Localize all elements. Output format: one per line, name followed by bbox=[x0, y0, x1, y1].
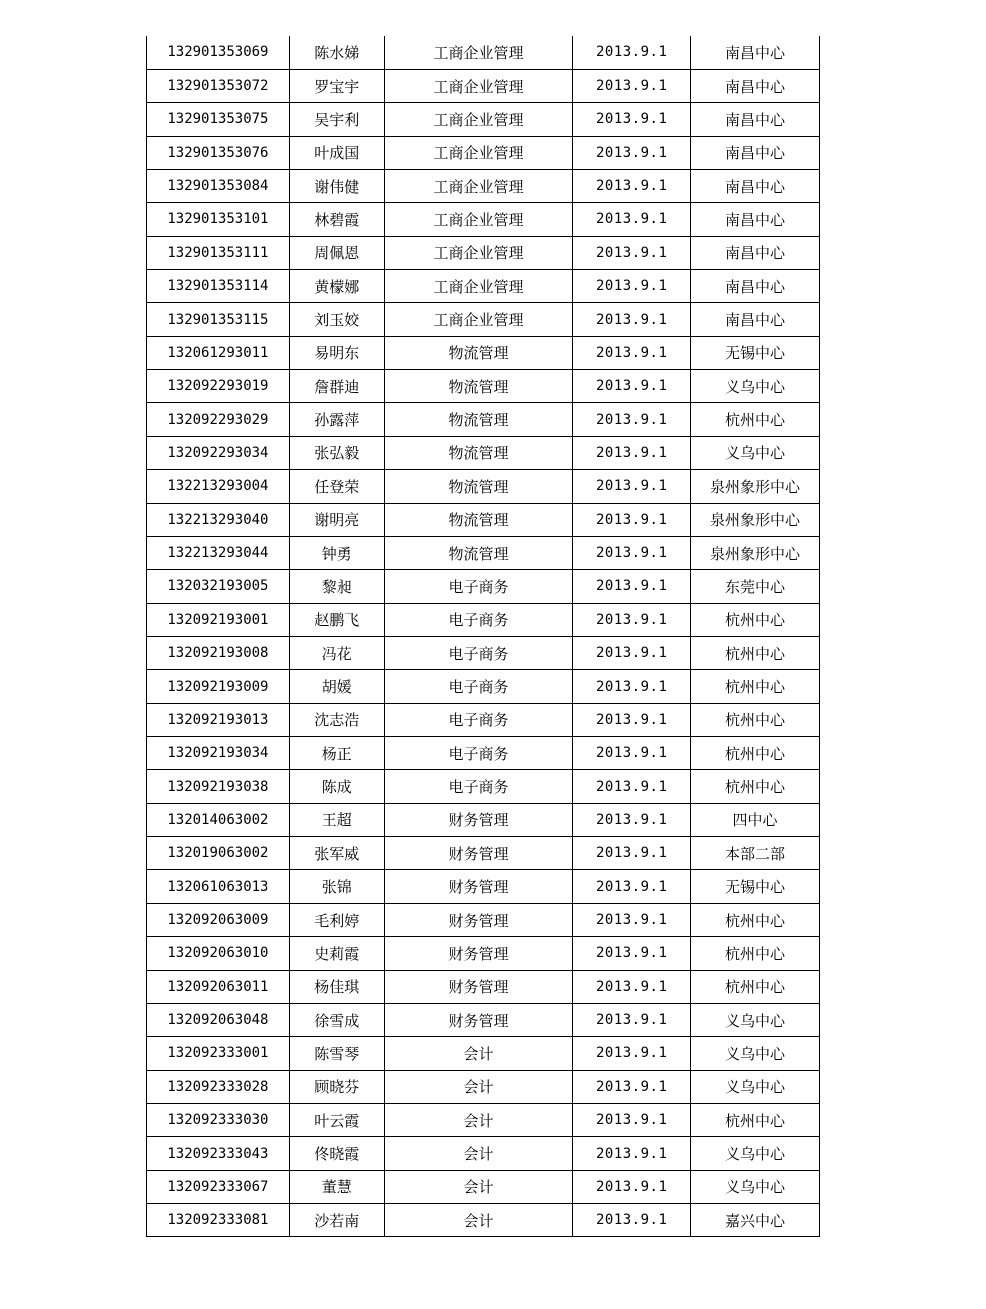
major-cell: 财务管理 bbox=[384, 870, 573, 903]
student-id-cell: 132019063002 bbox=[147, 837, 290, 870]
table-row bbox=[147, 937, 820, 970]
table-row bbox=[147, 69, 820, 102]
study-center-cell: 泉州象形中心 bbox=[691, 503, 820, 536]
major-cell: 电子商务 bbox=[384, 703, 573, 736]
enroll-date-cell: 2013.9.1 bbox=[573, 36, 691, 69]
student-name-cell: 张军威 bbox=[289, 837, 384, 870]
student-name-cell: 佟晓霞 bbox=[289, 1137, 384, 1170]
student-id-cell: 132092333028 bbox=[147, 1070, 290, 1103]
student-name-cell: 黎昶 bbox=[289, 570, 384, 603]
table-row bbox=[147, 1104, 820, 1137]
enroll-date-cell: 2013.9.1 bbox=[573, 1137, 691, 1170]
student-id-cell: 132092333030 bbox=[147, 1104, 290, 1137]
study-center-cell: 本部二部 bbox=[691, 837, 820, 870]
student-name-cell: 赵鹏飞 bbox=[289, 603, 384, 636]
student-id-cell: 132901353069 bbox=[147, 36, 290, 69]
major-cell: 工商企业管理 bbox=[384, 69, 573, 102]
study-center-cell: 南昌中心 bbox=[691, 270, 820, 303]
enroll-date-cell: 2013.9.1 bbox=[573, 703, 691, 736]
enroll-date-cell: 2013.9.1 bbox=[573, 169, 691, 202]
student-name-cell: 周佩恩 bbox=[289, 236, 384, 269]
enroll-date-cell: 2013.9.1 bbox=[573, 970, 691, 1003]
major-cell: 物流管理 bbox=[384, 470, 573, 503]
major-cell: 物流管理 bbox=[384, 436, 573, 469]
enroll-date-cell: 2013.9.1 bbox=[573, 1104, 691, 1137]
major-cell: 工商企业管理 bbox=[384, 169, 573, 202]
study-center-cell: 南昌中心 bbox=[691, 169, 820, 202]
student-id-cell: 132092193013 bbox=[147, 703, 290, 736]
student-id-cell: 132901353115 bbox=[147, 303, 290, 336]
enroll-date-cell: 2013.9.1 bbox=[573, 1037, 691, 1070]
major-cell: 物流管理 bbox=[384, 403, 573, 436]
student-name-cell: 杨佳琪 bbox=[289, 970, 384, 1003]
enroll-date-cell: 2013.9.1 bbox=[573, 770, 691, 803]
student-name-cell: 叶云霞 bbox=[289, 1104, 384, 1137]
major-cell: 工商企业管理 bbox=[384, 203, 573, 236]
student-table bbox=[146, 36, 820, 1237]
study-center-cell: 义乌中心 bbox=[691, 1137, 820, 1170]
study-center-cell: 义乌中心 bbox=[691, 1070, 820, 1103]
student-name-cell: 董慧 bbox=[289, 1170, 384, 1203]
student-id-cell: 132901353072 bbox=[147, 69, 290, 102]
student-name-cell: 吴宇利 bbox=[289, 103, 384, 136]
major-cell: 财务管理 bbox=[384, 903, 573, 936]
study-center-cell: 四中心 bbox=[691, 803, 820, 836]
enroll-date-cell: 2013.9.1 bbox=[573, 1204, 691, 1237]
study-center-cell: 义乌中心 bbox=[691, 1037, 820, 1070]
major-cell: 财务管理 bbox=[384, 937, 573, 970]
major-cell: 财务管理 bbox=[384, 837, 573, 870]
study-center-cell: 杭州中心 bbox=[691, 670, 820, 703]
enroll-date-cell: 2013.9.1 bbox=[573, 303, 691, 336]
student-name-cell: 詹群迪 bbox=[289, 370, 384, 403]
study-center-cell: 杭州中心 bbox=[691, 937, 820, 970]
major-cell: 工商企业管理 bbox=[384, 103, 573, 136]
major-cell: 财务管理 bbox=[384, 803, 573, 836]
student-name-cell: 谢伟健 bbox=[289, 169, 384, 202]
student-id-cell: 132092193038 bbox=[147, 770, 290, 803]
major-cell: 会计 bbox=[384, 1104, 573, 1137]
study-center-cell: 无锡中心 bbox=[691, 336, 820, 369]
table-row bbox=[147, 503, 820, 536]
student-name-cell: 沈志浩 bbox=[289, 703, 384, 736]
major-cell: 工商企业管理 bbox=[384, 270, 573, 303]
study-center-cell: 杭州中心 bbox=[691, 703, 820, 736]
study-center-cell: 东莞中心 bbox=[691, 570, 820, 603]
student-id-cell: 132901353084 bbox=[147, 169, 290, 202]
student-name-cell: 孙露萍 bbox=[289, 403, 384, 436]
student-id-cell: 132061293011 bbox=[147, 336, 290, 369]
study-center-cell: 杭州中心 bbox=[691, 403, 820, 436]
major-cell: 物流管理 bbox=[384, 370, 573, 403]
study-center-cell: 嘉兴中心 bbox=[691, 1204, 820, 1237]
student-id-cell: 132901353111 bbox=[147, 236, 290, 269]
enroll-date-cell: 2013.9.1 bbox=[573, 1070, 691, 1103]
study-center-cell: 南昌中心 bbox=[691, 236, 820, 269]
table-row bbox=[147, 670, 820, 703]
student-name-cell: 杨正 bbox=[289, 737, 384, 770]
study-center-cell: 杭州中心 bbox=[691, 903, 820, 936]
student-name-cell: 沙若南 bbox=[289, 1204, 384, 1237]
table-row bbox=[147, 1003, 820, 1036]
student-name-cell: 陈成 bbox=[289, 770, 384, 803]
student-name-cell: 叶成国 bbox=[289, 136, 384, 169]
table-row bbox=[147, 203, 820, 236]
table-row bbox=[147, 370, 820, 403]
table-row bbox=[147, 336, 820, 369]
student-id-cell: 132213293004 bbox=[147, 470, 290, 503]
study-center-cell: 南昌中心 bbox=[691, 69, 820, 102]
table-row bbox=[147, 169, 820, 202]
table-row bbox=[147, 1037, 820, 1070]
study-center-cell: 杭州中心 bbox=[691, 636, 820, 669]
student-name-cell: 谢明亮 bbox=[289, 503, 384, 536]
study-center-cell: 南昌中心 bbox=[691, 136, 820, 169]
student-id-cell: 132014063002 bbox=[147, 803, 290, 836]
student-id-cell: 132092293019 bbox=[147, 370, 290, 403]
enroll-date-cell: 2013.9.1 bbox=[573, 136, 691, 169]
major-cell: 电子商务 bbox=[384, 737, 573, 770]
student-id-cell: 132061063013 bbox=[147, 870, 290, 903]
major-cell: 物流管理 bbox=[384, 336, 573, 369]
table-row bbox=[147, 1204, 820, 1237]
table-body bbox=[147, 36, 820, 1237]
major-cell: 会计 bbox=[384, 1070, 573, 1103]
table-row bbox=[147, 603, 820, 636]
student-id-cell: 132092193008 bbox=[147, 636, 290, 669]
major-cell: 电子商务 bbox=[384, 670, 573, 703]
table-row bbox=[147, 103, 820, 136]
major-cell: 会计 bbox=[384, 1170, 573, 1203]
student-id-cell: 132092063048 bbox=[147, 1003, 290, 1036]
enroll-date-cell: 2013.9.1 bbox=[573, 803, 691, 836]
study-center-cell: 义乌中心 bbox=[691, 1003, 820, 1036]
enroll-date-cell: 2013.9.1 bbox=[573, 403, 691, 436]
student-name-cell: 冯花 bbox=[289, 636, 384, 669]
table-row bbox=[147, 837, 820, 870]
enroll-date-cell: 2013.9.1 bbox=[573, 536, 691, 569]
enroll-date-cell: 2013.9.1 bbox=[573, 236, 691, 269]
study-center-cell: 泉州象形中心 bbox=[691, 536, 820, 569]
major-cell: 工商企业管理 bbox=[384, 303, 573, 336]
enroll-date-cell: 2013.9.1 bbox=[573, 336, 691, 369]
enroll-date-cell: 2013.9.1 bbox=[573, 203, 691, 236]
table-row bbox=[147, 1137, 820, 1170]
student-name-cell: 张锦 bbox=[289, 870, 384, 903]
major-cell: 会计 bbox=[384, 1037, 573, 1070]
major-cell: 物流管理 bbox=[384, 536, 573, 569]
student-id-cell: 132901353114 bbox=[147, 270, 290, 303]
enroll-date-cell: 2013.9.1 bbox=[573, 670, 691, 703]
major-cell: 会计 bbox=[384, 1204, 573, 1237]
table-row bbox=[147, 436, 820, 469]
enroll-date-cell: 2013.9.1 bbox=[573, 470, 691, 503]
table-row bbox=[147, 403, 820, 436]
enroll-date-cell: 2013.9.1 bbox=[573, 1170, 691, 1203]
major-cell: 物流管理 bbox=[384, 503, 573, 536]
study-center-cell: 南昌中心 bbox=[691, 303, 820, 336]
study-center-cell: 杭州中心 bbox=[691, 1104, 820, 1137]
table-row bbox=[147, 536, 820, 569]
student-id-cell: 132092193009 bbox=[147, 670, 290, 703]
table-row bbox=[147, 770, 820, 803]
student-id-cell: 132092063011 bbox=[147, 970, 290, 1003]
major-cell: 工商企业管理 bbox=[384, 36, 573, 69]
major-cell: 电子商务 bbox=[384, 570, 573, 603]
student-id-cell: 132032193005 bbox=[147, 570, 290, 603]
table-row bbox=[147, 636, 820, 669]
major-cell: 财务管理 bbox=[384, 970, 573, 1003]
student-id-cell: 132092333001 bbox=[147, 1037, 290, 1070]
major-cell: 财务管理 bbox=[384, 1003, 573, 1036]
major-cell: 电子商务 bbox=[384, 603, 573, 636]
study-center-cell: 杭州中心 bbox=[691, 970, 820, 1003]
major-cell: 工商企业管理 bbox=[384, 236, 573, 269]
table-row bbox=[147, 270, 820, 303]
student-name-cell: 张弘毅 bbox=[289, 436, 384, 469]
student-name-cell: 任登荣 bbox=[289, 470, 384, 503]
enroll-date-cell: 2013.9.1 bbox=[573, 436, 691, 469]
enroll-date-cell: 2013.9.1 bbox=[573, 903, 691, 936]
student-id-cell: 132901353076 bbox=[147, 136, 290, 169]
student-id-cell: 132092333081 bbox=[147, 1204, 290, 1237]
table-row bbox=[147, 970, 820, 1003]
study-center-cell: 南昌中心 bbox=[691, 103, 820, 136]
study-center-cell: 义乌中心 bbox=[691, 370, 820, 403]
table-row bbox=[147, 36, 820, 69]
student-id-cell: 132901353101 bbox=[147, 203, 290, 236]
student-name-cell: 钟勇 bbox=[289, 536, 384, 569]
student-name-cell: 林碧霞 bbox=[289, 203, 384, 236]
student-id-cell: 132213293044 bbox=[147, 536, 290, 569]
table-row bbox=[147, 470, 820, 503]
table-row bbox=[147, 303, 820, 336]
student-id-cell: 132213293040 bbox=[147, 503, 290, 536]
study-center-cell: 杭州中心 bbox=[691, 603, 820, 636]
enroll-date-cell: 2013.9.1 bbox=[573, 503, 691, 536]
student-name-cell: 胡媛 bbox=[289, 670, 384, 703]
enroll-date-cell: 2013.9.1 bbox=[573, 870, 691, 903]
study-center-cell: 义乌中心 bbox=[691, 436, 820, 469]
major-cell: 会计 bbox=[384, 1137, 573, 1170]
enroll-date-cell: 2013.9.1 bbox=[573, 603, 691, 636]
student-id-cell: 132092063009 bbox=[147, 903, 290, 936]
study-center-cell: 南昌中心 bbox=[691, 203, 820, 236]
student-name-cell: 徐雪成 bbox=[289, 1003, 384, 1036]
study-center-cell: 杭州中心 bbox=[691, 737, 820, 770]
table-row bbox=[147, 570, 820, 603]
enroll-date-cell: 2013.9.1 bbox=[573, 737, 691, 770]
table-row bbox=[147, 136, 820, 169]
student-name-cell: 顾晓芬 bbox=[289, 1070, 384, 1103]
major-cell: 工商企业管理 bbox=[384, 136, 573, 169]
student-id-cell: 132092193034 bbox=[147, 737, 290, 770]
table-row bbox=[147, 236, 820, 269]
student-name-cell: 刘玉姣 bbox=[289, 303, 384, 336]
major-cell: 电子商务 bbox=[384, 770, 573, 803]
study-center-cell: 杭州中心 bbox=[691, 770, 820, 803]
student-name-cell: 黄檬娜 bbox=[289, 270, 384, 303]
enroll-date-cell: 2013.9.1 bbox=[573, 570, 691, 603]
study-center-cell: 泉州象形中心 bbox=[691, 470, 820, 503]
table-row bbox=[147, 737, 820, 770]
student-id-cell: 132901353075 bbox=[147, 103, 290, 136]
major-cell: 电子商务 bbox=[384, 636, 573, 669]
student-name-cell: 陈水娣 bbox=[289, 36, 384, 69]
study-center-cell: 义乌中心 bbox=[691, 1170, 820, 1203]
table-row bbox=[147, 903, 820, 936]
student-id-cell: 132092333067 bbox=[147, 1170, 290, 1203]
study-center-cell: 无锡中心 bbox=[691, 870, 820, 903]
table-row bbox=[147, 703, 820, 736]
enroll-date-cell: 2013.9.1 bbox=[573, 270, 691, 303]
student-name-cell: 王超 bbox=[289, 803, 384, 836]
study-center-cell: 南昌中心 bbox=[691, 36, 820, 69]
student-name-cell: 史莉霞 bbox=[289, 937, 384, 970]
enroll-date-cell: 2013.9.1 bbox=[573, 103, 691, 136]
enroll-date-cell: 2013.9.1 bbox=[573, 370, 691, 403]
table-row bbox=[147, 1070, 820, 1103]
enroll-date-cell: 2013.9.1 bbox=[573, 69, 691, 102]
table-row bbox=[147, 803, 820, 836]
student-name-cell: 陈雪琴 bbox=[289, 1037, 384, 1070]
enroll-date-cell: 2013.9.1 bbox=[573, 636, 691, 669]
student-id-cell: 132092293034 bbox=[147, 436, 290, 469]
student-id-cell: 132092293029 bbox=[147, 403, 290, 436]
table-row bbox=[147, 1170, 820, 1203]
enroll-date-cell: 2013.9.1 bbox=[573, 937, 691, 970]
enroll-date-cell: 2013.9.1 bbox=[573, 837, 691, 870]
student-id-cell: 132092333043 bbox=[147, 1137, 290, 1170]
student-name-cell: 毛利婷 bbox=[289, 903, 384, 936]
enroll-date-cell: 2013.9.1 bbox=[573, 1003, 691, 1036]
student-name-cell: 易明东 bbox=[289, 336, 384, 369]
student-name-cell: 罗宝宇 bbox=[289, 69, 384, 102]
student-id-cell: 132092193001 bbox=[147, 603, 290, 636]
table-row bbox=[147, 870, 820, 903]
student-id-cell: 132092063010 bbox=[147, 937, 290, 970]
